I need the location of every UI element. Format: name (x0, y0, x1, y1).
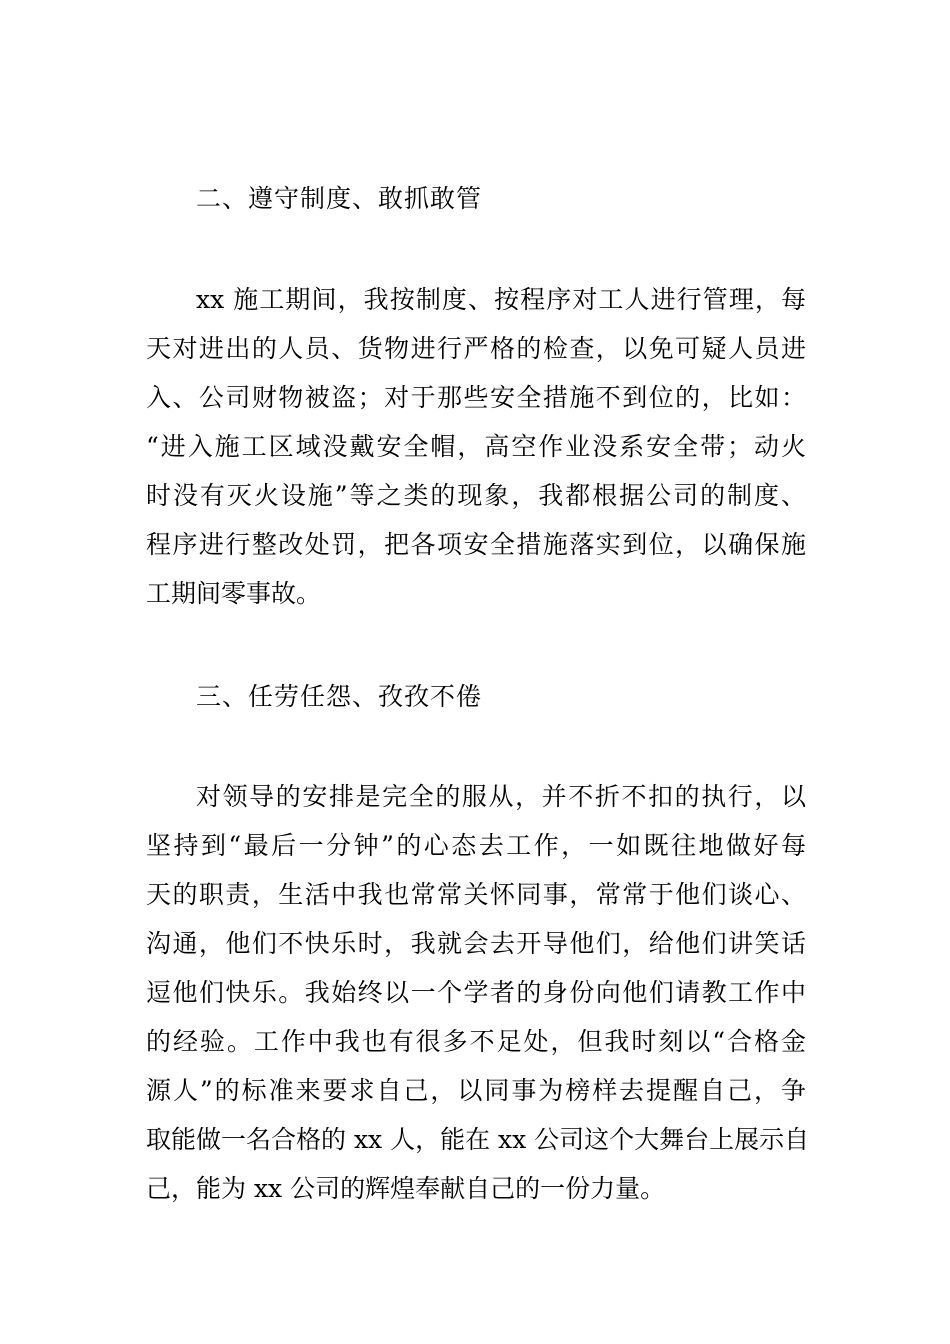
paragraph-line: 的经验。工作中我也有很多不足处，但我时刻以“合格金 (146, 1027, 806, 1056)
paragraph-line: 己，能为 xx 公司的辉煌奉献自己的一份力量。 (146, 1174, 666, 1203)
paragraph-line: xx 施工期间，我按制度、按程序对工人进行管理，每 (196, 285, 806, 314)
paragraph-line: 时没有灭火设施”等之类的现象，我都根据公司的制度、 (146, 481, 806, 510)
paragraph-line: 程序进行整改处罚，把各项安全措施落实到位，以确保施 (146, 530, 806, 559)
section-2-heading: 二、遵守制度、敢抓敢管 (196, 184, 483, 213)
paragraph-line: “进入施工区域没戴安全帽，高空作业没系安全带；动火 (146, 432, 806, 461)
paragraph-line: 源人”的标准来要求自己，以同事为榜样去提醒自己，争 (146, 1076, 806, 1105)
paragraph-line: 沟通，他们不快乐时，我就会去开导他们，给他们讲笑话 (146, 929, 806, 958)
paragraph-line: 坚持到“最后一分钟”的心态去工作，一如既往地做好每 (146, 831, 806, 860)
paragraph-line: 取能做一名合格的 xx 人，能在 xx 公司这个大舞台上展示自 (146, 1125, 810, 1154)
paragraph-line: 入、公司财物被盗；对于那些安全措施不到位的，比如： (146, 383, 806, 412)
section-2-paragraph (146, 275, 806, 618)
paragraph-line: 工期间零事故。 (146, 579, 322, 608)
paragraph-line: 天对进出的人员、货物进行严格的检查，以免可疑人员进 (146, 334, 806, 363)
paragraph-line: 逗他们快乐。我始终以一个学者的身份向他们请教工作中 (146, 978, 806, 1007)
section-3-heading: 三、任劳任怨、孜孜不倦 (196, 682, 483, 711)
paragraph-line: 对领导的安排是完全的服从，并不折不扣的执行，以 (196, 782, 806, 811)
paragraph-line: 天的职责，生活中我也常常关怀同事，常常于他们谈心、 (146, 880, 806, 909)
section-3-paragraph (146, 772, 810, 1213)
